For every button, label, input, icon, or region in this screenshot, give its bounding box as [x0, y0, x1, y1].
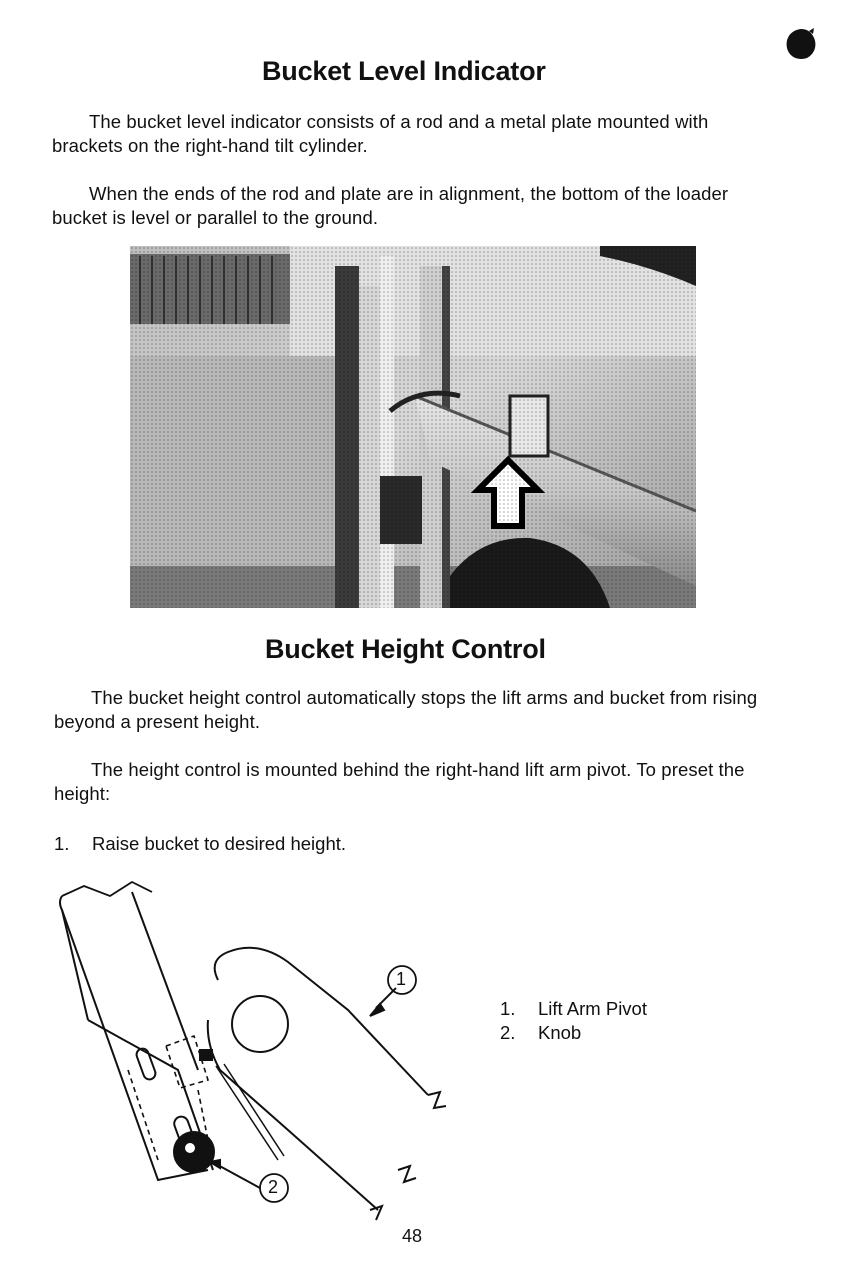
- legend-text: Lift Arm Pivot: [538, 998, 647, 1019]
- page-number: 48: [402, 1226, 423, 1246]
- knob-shape: [174, 1132, 214, 1172]
- legend-text: Knob: [538, 1022, 582, 1043]
- height-control-diagram: [48, 870, 468, 1230]
- legend-number: 2.: [500, 1022, 516, 1043]
- legend-number: 1.: [500, 998, 516, 1019]
- level-indicator-photo: [130, 246, 696, 608]
- step-number: 1.: [54, 833, 70, 854]
- height-control-paragraph-1: The bucket height control automatically stops the lift arms and bucket from rising beyond a present height.: [54, 687, 758, 732]
- legend-item: [500, 1021, 581, 1045]
- height-control-paragraph-2: The height control is mounted behind the right-hand lift arm pivot. To preset the height:: [54, 759, 745, 804]
- step-item: [54, 832, 346, 856]
- legend-item: [500, 997, 647, 1021]
- level-indicator-paragraph-1: The bucket level indicator consists of a rod and a metal plate mounted with brackets on the right-hand tilt cylinder.: [52, 111, 709, 156]
- section-title-bucket-level-indicator: Bucket Level Indicator: [262, 56, 546, 86]
- step-text: Raise bucket to desired height.: [92, 833, 347, 854]
- callout-2-label: 2: [268, 1177, 279, 1197]
- callout-1-label: 1: [396, 969, 407, 989]
- level-indicator-paragraph-2: When the ends of the rod and plate are in alignment, the bottom of the loader bucket is level or parallel to the ground.: [52, 183, 729, 228]
- section-title-bucket-height-control: Bucket Height Control: [265, 634, 546, 664]
- corner-ink-mark: [783, 26, 819, 62]
